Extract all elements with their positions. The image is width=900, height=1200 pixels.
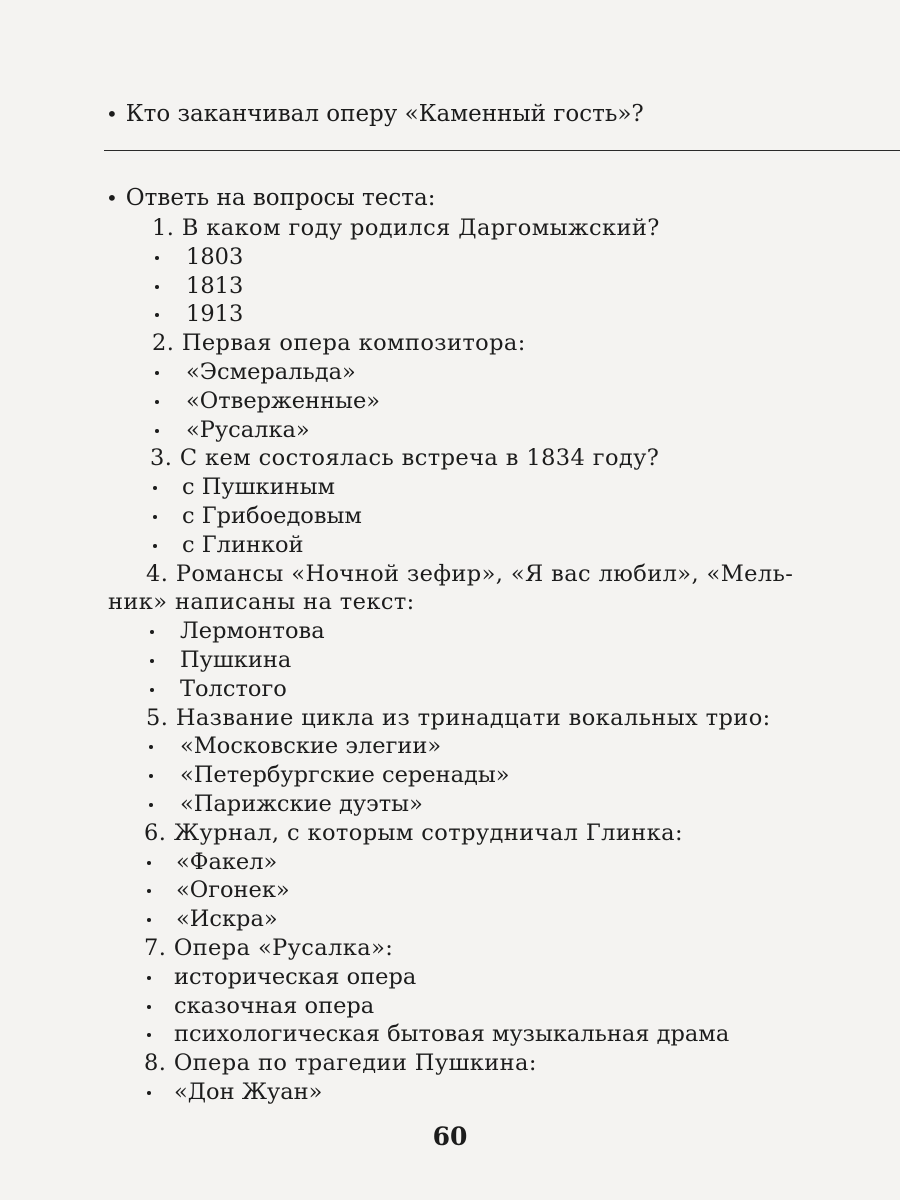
- bullet-icon: [149, 774, 153, 778]
- bullet-icon: [153, 486, 157, 490]
- bullet-icon: [155, 429, 159, 433]
- answer-option-text: «Эсмеральда»: [186, 358, 356, 385]
- answer-option[interactable]: [0, 1020, 900, 1049]
- answer-option-text: психологическая бытовая музыкальная драма: [174, 1021, 730, 1048]
- question-line: [0, 934, 900, 963]
- answer-option[interactable]: [0, 732, 900, 761]
- answer-option[interactable]: [0, 761, 900, 790]
- answer-option-text: «Факел»: [176, 848, 278, 875]
- quiz-question-2: [0, 329, 900, 444]
- question-text: 4. Романсы «Ночной зефир», «Я вас любил», «Мель-: [146, 560, 794, 587]
- bullet-icon: [150, 688, 154, 692]
- bullet-icon: [150, 659, 154, 663]
- answer-option[interactable]: [0, 963, 900, 992]
- question-line: [0, 819, 900, 848]
- top-question-text: Кто заканчивал оперу «Каменный гость»?: [125, 101, 644, 127]
- page-number: 60: [432, 1122, 468, 1151]
- question-line: [0, 588, 900, 617]
- answer-option[interactable]: [0, 300, 900, 329]
- question-text: 8. Опера по трагедии Пушкина:: [144, 1050, 537, 1077]
- answer-option-text: с Пушкиным: [182, 474, 335, 501]
- quiz-question-3: [0, 444, 900, 559]
- quiz-question-5: [0, 704, 900, 819]
- answer-option[interactable]: [0, 272, 900, 301]
- answer-option-text: «Парижские дуэты»: [180, 790, 423, 817]
- question-text: 3. С кем состоялась встреча в 1834 году?: [150, 445, 660, 472]
- bullet-icon: [153, 515, 157, 519]
- bullet-icon: [147, 1091, 151, 1095]
- bullet-icon: [147, 1005, 151, 1009]
- bullet-icon: [147, 976, 151, 980]
- test-instruction: [106, 183, 435, 213]
- answer-option[interactable]: [0, 387, 900, 416]
- answer-option-text: сказочная опера: [174, 992, 375, 1019]
- answer-option[interactable]: [0, 358, 900, 387]
- answer-option[interactable]: [0, 502, 900, 531]
- answer-option[interactable]: [0, 617, 900, 646]
- quiz-question-4: [0, 560, 900, 704]
- answer-option[interactable]: [0, 1078, 900, 1107]
- quiz-question-1: [0, 214, 900, 329]
- question-line: [0, 214, 900, 243]
- answer-option-text: «Огонек»: [176, 877, 290, 904]
- bullet-icon: [155, 400, 159, 404]
- question-line: [0, 444, 900, 473]
- bullet-icon: [147, 1033, 151, 1037]
- quiz-question-6: [0, 819, 900, 934]
- question-text: 1. В каком году родился Даргомыжский?: [152, 215, 660, 241]
- question-text: 2. Первая опера композитора:: [152, 330, 526, 357]
- bullet-icon: [149, 745, 153, 749]
- question-text: 7. Опера «Русалка»:: [144, 934, 394, 961]
- answer-option[interactable]: [0, 416, 900, 445]
- answer-option-text: с Глинкой: [182, 531, 304, 558]
- answer-line[interactable]: [104, 150, 900, 151]
- answer-option[interactable]: [0, 992, 900, 1021]
- answer-option-text: «Русалка»: [186, 416, 310, 443]
- bullet-icon: [150, 630, 154, 634]
- answer-option-text: 1813: [186, 272, 244, 299]
- bullet-icon: [153, 544, 157, 548]
- answer-option[interactable]: [0, 646, 900, 675]
- question-text: 5. Название цикла из тринадцати вокальных трио:: [146, 704, 771, 731]
- bullet-icon: [155, 285, 159, 289]
- answer-option[interactable]: [0, 848, 900, 877]
- quiz-question-7: [0, 934, 900, 1049]
- bullet-icon: [155, 256, 159, 260]
- question-text: 6. Журнал, с которым сотрудничал Глинка:: [144, 819, 683, 846]
- answer-option[interactable]: [0, 243, 900, 272]
- answer-option[interactable]: [0, 473, 900, 502]
- answer-option-text: 1803: [186, 243, 244, 270]
- question-line: [0, 704, 900, 733]
- bullet-icon: •: [106, 102, 118, 126]
- quiz-list: [0, 214, 900, 1107]
- question-line: [0, 329, 900, 358]
- answer-option-text: «Отверженные»: [186, 387, 381, 414]
- answer-option-text: «Дон Жуан»: [174, 1078, 323, 1105]
- answer-option-text: «Искра»: [176, 906, 278, 933]
- bullet-icon: [149, 803, 153, 807]
- question-line: [0, 560, 900, 589]
- bullet-icon: [147, 918, 151, 922]
- question-line: [0, 1049, 900, 1078]
- answer-option-text: «Московские элегии»: [180, 733, 442, 760]
- answer-option-text: историческая опера: [174, 963, 417, 990]
- answer-option[interactable]: [0, 790, 900, 819]
- answer-option-text: Лермонтова: [180, 618, 325, 645]
- answer-option-text: Толстого: [180, 675, 287, 702]
- top-question: [106, 96, 644, 132]
- bullet-icon: [147, 889, 151, 893]
- quiz-question-8: [0, 1049, 900, 1107]
- bullet-icon: [147, 861, 151, 865]
- answer-option-text: «Петербургские серенады»: [180, 762, 510, 789]
- bullet-icon: •: [106, 186, 118, 210]
- answer-option[interactable]: [0, 876, 900, 905]
- answer-option-text: Пушкина: [180, 646, 292, 673]
- answer-option[interactable]: [0, 905, 900, 934]
- bullet-icon: [155, 313, 159, 317]
- answer-option[interactable]: [0, 675, 900, 704]
- bullet-icon: [155, 371, 159, 375]
- answer-option[interactable]: [0, 531, 900, 560]
- answer-option-text: 1913: [186, 301, 244, 328]
- test-instruction-text: Ответь на вопросы теста:: [125, 185, 436, 211]
- answer-option-text: с Грибоедовым: [182, 502, 362, 529]
- question-text: ник» написаны на текст:: [108, 589, 415, 616]
